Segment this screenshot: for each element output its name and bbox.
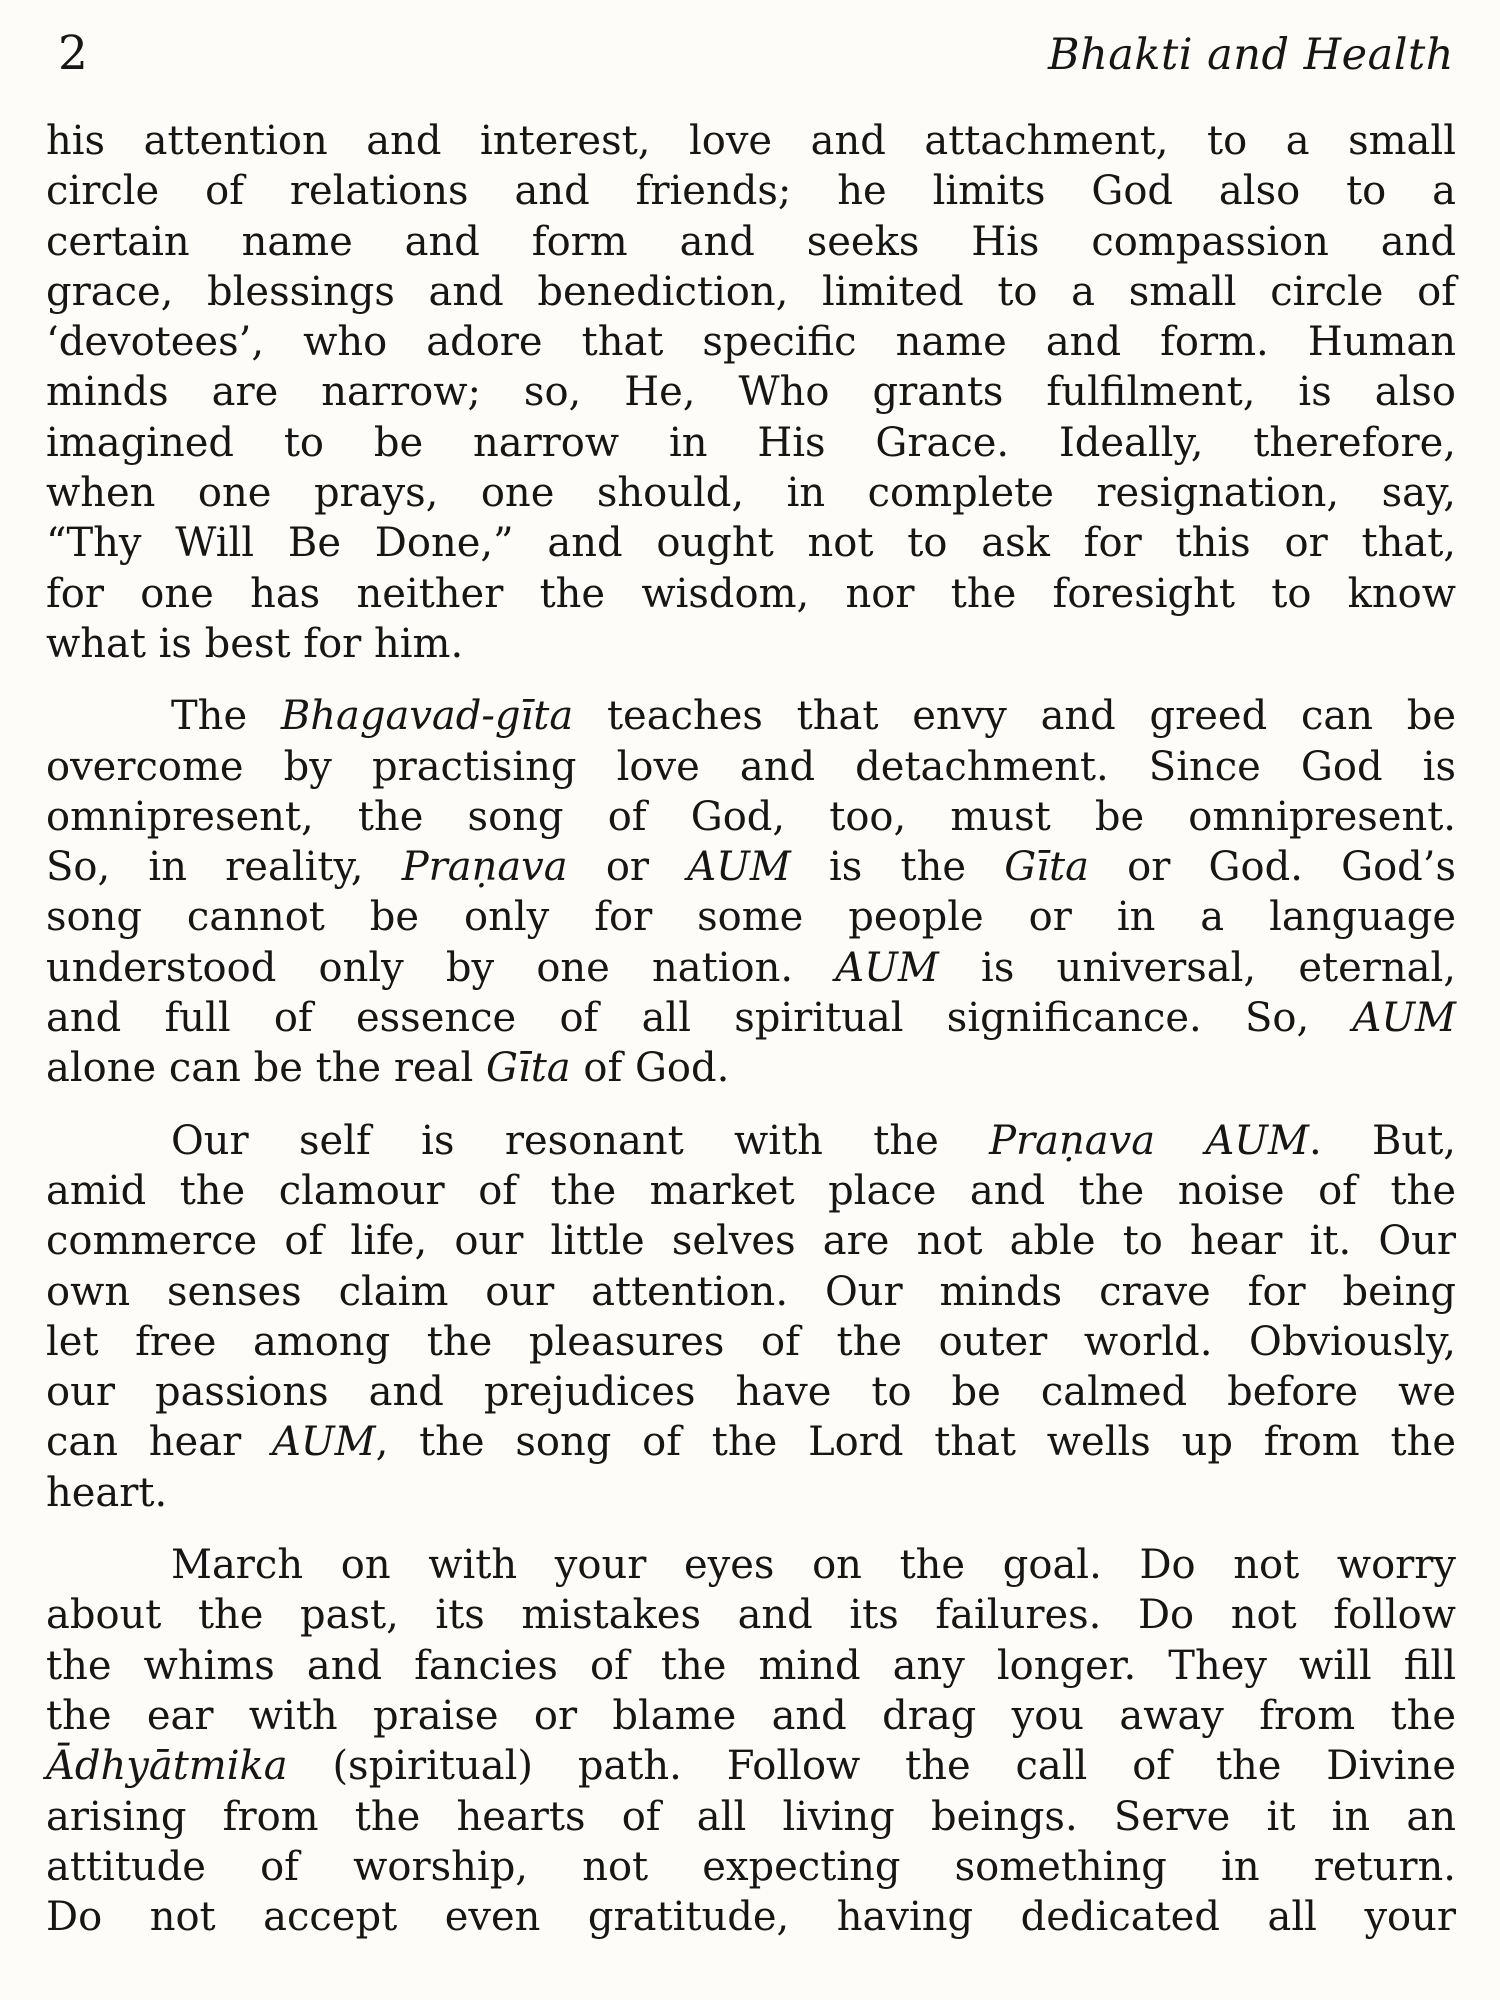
paragraph-2 (46, 691, 1456, 1093)
text-run: and full of essence of all spiritual significance. So, (46, 995, 1353, 1042)
italic-term: AUM (835, 944, 939, 991)
text-line: when one prays, one should, in complete resignation, say, (46, 470, 1456, 517)
text-line: our passions and prejudices have to be calmed before we (46, 1369, 1456, 1416)
text-line: the whims and fancies of the mind any longer. They will fill (46, 1642, 1456, 1689)
text-line (46, 1116, 1456, 1166)
text-line: arising from the hearts of all living beings. Serve it in an (46, 1793, 1456, 1840)
text-line: March on with your eyes on the goal. Do not worry (171, 1542, 1456, 1589)
italic-term: AUM (272, 1419, 376, 1466)
text-run: or God. God’s (1088, 844, 1456, 891)
text-line (46, 993, 1456, 1043)
text-run: teaches that envy and greed can be (573, 693, 1457, 740)
text-line: for one has neither the wisdom, nor the foresight to know (46, 570, 1456, 617)
text-line: his attention and interest, love and attachment, to a small (46, 118, 1456, 164)
text-line: overcome by practising love and detachment. Since God is (46, 743, 1456, 790)
text-run: (spiritual) path. Follow the call of the Divine (287, 1743, 1456, 1790)
text-line: about the past, its mistakes and its failures. Do not follow (46, 1592, 1456, 1639)
running-head: Bhakti and Health (1047, 30, 1454, 80)
text-line: Do not accept even gratitude, having dedicated all your (46, 1894, 1456, 1941)
text-line (46, 691, 1456, 741)
italic-term: Ādhyātmika (46, 1743, 288, 1790)
text-line: own senses claim our attention. Our minds crave for being (46, 1268, 1456, 1315)
text-run: understood only by one nation. (46, 944, 836, 991)
text-line: imagined to be narrow in His Grace. Ideally, therefore, (46, 419, 1456, 466)
text-line: amid the clamour of the market place and the noise of the (46, 1167, 1456, 1214)
paragraph-3 (46, 1116, 1456, 1518)
text-line: song cannot be only for some people or in a language (46, 894, 1456, 941)
text-line: the ear with praise or blame and drag you away from the (46, 1692, 1456, 1739)
text-run: , the song of the Lord that wells up from the (375, 1419, 1456, 1466)
italic-term: Praṇava AUM (989, 1117, 1309, 1164)
text-line (46, 943, 1456, 993)
text-line (46, 1741, 1456, 1791)
text-run: is universal, eternal, (938, 944, 1457, 991)
text-line (46, 1417, 1456, 1467)
text-run: of God. (570, 1045, 730, 1092)
text-run: . But, (1308, 1117, 1456, 1164)
text-run: alone can be the real (46, 1045, 486, 1092)
text-line: heart. (46, 1469, 168, 1516)
text-line (46, 1043, 1456, 1093)
text-line: attitude of worship, not expecting something in return. (46, 1843, 1456, 1890)
text-line: “Thy Will Be Done,” and ought not to ask for this or that, (46, 520, 1456, 567)
text-run: The (171, 693, 281, 740)
italic-term: AUM (687, 844, 791, 891)
text-line: grace, blessings and benediction, limited to a small circle of (46, 268, 1456, 315)
italic-term: Bhagavad-gīta (280, 693, 574, 740)
text-run: can hear (46, 1419, 272, 1466)
italic-term: AUM (1352, 995, 1456, 1042)
text-line: circle of relations and friends; he limits God also to a (46, 168, 1456, 215)
text-run: Our self is resonant with the (171, 1117, 990, 1164)
italic-term: Gīta (1004, 844, 1089, 891)
text-run: is the (790, 844, 1005, 891)
text-run: or (567, 844, 688, 891)
paragraph-4 (46, 1540, 1456, 1942)
text-run: So, in reality, (46, 844, 402, 891)
page-body (46, 116, 1456, 1964)
italic-term: Gīta (485, 1045, 571, 1092)
text-line: omnipresent, the song of God, too, must be omnipresent. (46, 793, 1456, 840)
text-line: what is best for him. (46, 620, 464, 667)
text-line: minds are narrow; so, He, Who grants fulfilment, is also (46, 369, 1456, 416)
text-line: certain name and form and seeks His compassion and (46, 218, 1456, 265)
text-line: ‘devotees’, who adore that specific name and form. Human (46, 319, 1456, 366)
italic-term: Praṇava (401, 844, 568, 891)
paragraph-1 (46, 116, 1456, 669)
text-line: commerce of life, our little selves are not able to hear it. Our (46, 1218, 1456, 1265)
page-number: 2 (58, 26, 88, 81)
text-line (46, 842, 1456, 892)
text-line: let free among the pleasures of the outer world. Obviously, (46, 1318, 1456, 1365)
